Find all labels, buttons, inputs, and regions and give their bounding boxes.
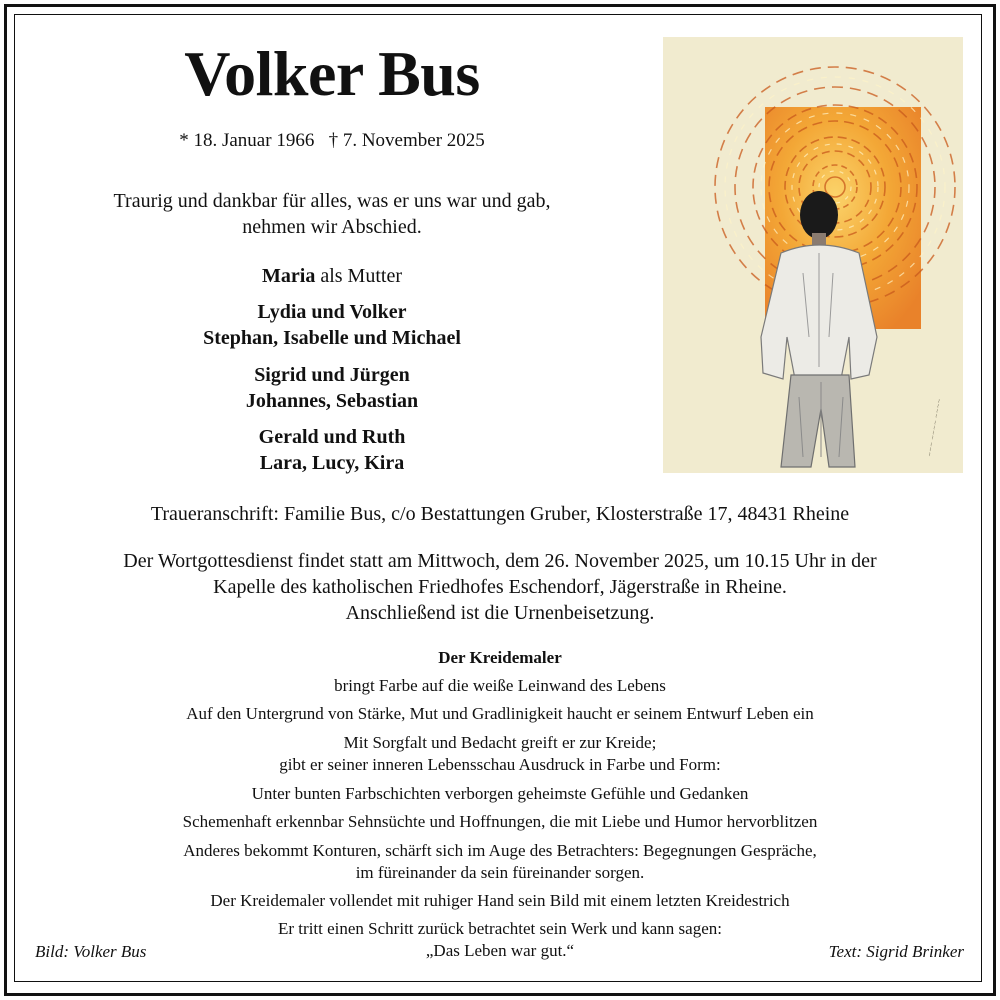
poem-stanza [60, 732, 940, 776]
family-line: Johannes, Sebastian [245, 390, 419, 412]
intro-text [40, 188, 624, 240]
family-line: Lara, Lucy, Kira [259, 452, 405, 474]
intro-line: Traurig und dankbar für alles, was er uns war und gab, [113, 190, 551, 212]
family-group-2 [80, 362, 584, 414]
service-info [40, 548, 960, 626]
intro-line: nehmen wir Abschied. [242, 216, 422, 238]
family-line: Stephan, Isabelle und Michael [203, 327, 461, 349]
service-line: Anschließend ist die Urnenbeisetzung. [345, 602, 655, 624]
family-line: Sigrid und Jürgen [254, 364, 410, 386]
poem-line: bringt Farbe auf die weiße Leinwand des Lebens [334, 676, 666, 695]
family-group-1 [80, 299, 584, 351]
deceased-name: Volker Bus [184, 38, 480, 109]
text-credit: Text: Sigrid Brinker [828, 942, 964, 961]
poem-stanza [60, 918, 940, 962]
mourning-address: Traueranschrift: Familie Bus, c/o Bestattungen Gruber, Klosterstraße 17, 48431 Rheine [150, 503, 850, 525]
poem-line: „Das Leben war gut.“ [425, 941, 575, 960]
life-dates: * 18. Januar 1966 † 7. November 2025 [179, 130, 485, 151]
family-line: Gerald und Ruth [258, 426, 406, 448]
poem-line: im füreinander da sein füreinander sorgen. [355, 863, 645, 882]
image-credit: Bild: Volker Bus [35, 942, 147, 961]
mother-role: als Mutter [315, 265, 402, 287]
poem-line: Schemenhaft erkennbar Sehnsüchte und Hoffnungen, die mit Liebe und Humor hervorblitzen [182, 812, 818, 831]
poem-line: Unter bunten Farbschichten verborgen geheimste Gefühle und Gedanken [251, 784, 749, 803]
mother-name: Maria [262, 265, 316, 287]
poem-line: Der Kreidemaler vollendet mit ruhiger Hand sein Bild mit einem letzten Kreidestrich [210, 891, 790, 910]
poem-title: Der Kreidemaler [438, 648, 562, 667]
painting-image [663, 37, 963, 473]
poem-line: Auf den Untergrund von Stärke, Mut und Gradlinigkeit haucht er seinem Entwurf Leben ein [186, 704, 814, 723]
poem-line: Er tritt einen Schritt zurück betrachtet sein Werk und kann sagen: [278, 919, 722, 938]
svg-text:~~~ ~~~~ ~~~~: ~~~ ~~~~ ~~~~ [926, 397, 944, 458]
poem-line: Mit Sorgfalt und Bedacht greift er zur Kreide; [343, 733, 657, 752]
family-line: Lydia und Volker [257, 301, 407, 323]
poem-line: gibt er seiner inneren Lebensschau Ausdruck in Farbe und Form: [279, 755, 721, 774]
family-group-3 [80, 424, 584, 476]
mother-line [80, 263, 584, 289]
poem-line: Anderes bekommt Konturen, schärft sich im Auge des Betrachters: Begegnungen Gespräche, [183, 841, 817, 860]
service-line: Der Wortgottesdienst findet statt am Mittwoch, dem 26. November 2025, um 10.15 Uhr in der [123, 550, 877, 572]
poem-stanza [60, 840, 940, 884]
service-line: Kapelle des katholischen Friedhofes Eschendorf, Jägerstraße in Rheine. [213, 576, 787, 598]
